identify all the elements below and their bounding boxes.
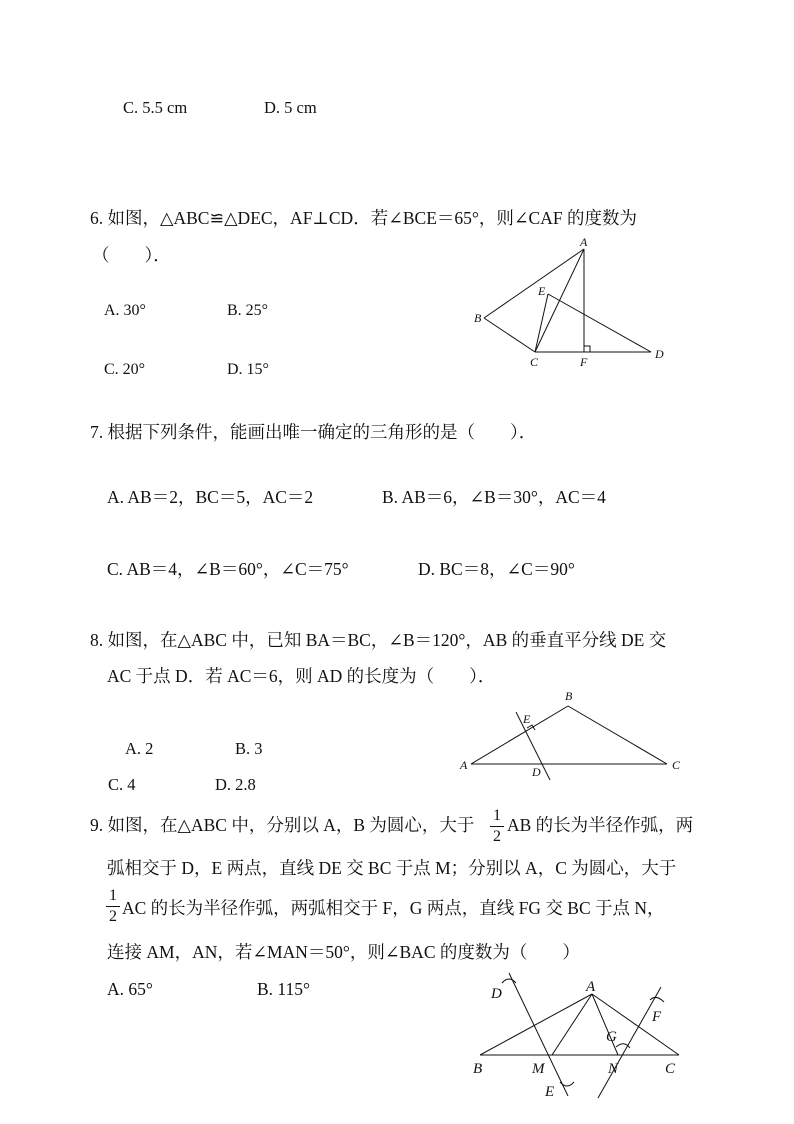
q5-option-c: C. 5.5 cm — [123, 98, 188, 117]
q9-option-b: B. 115° — [257, 979, 311, 999]
label-a: A — [580, 235, 588, 249]
segment-ed — [548, 294, 651, 352]
segment-ab — [480, 994, 592, 1055]
q7-option-a: A. AB＝2，BC＝5，AC＝2 — [107, 487, 314, 507]
arc-f — [650, 997, 664, 1002]
segment-bc — [484, 318, 535, 352]
q6-stem-line2: （ ）． — [92, 245, 171, 265]
fraction-numerator: 1 — [109, 887, 117, 904]
q8-labels — [459, 689, 681, 779]
q9-figure — [480, 973, 679, 1098]
q6-option-a: A. 30° — [104, 302, 146, 319]
label-a: A — [460, 758, 468, 772]
segment-am — [552, 994, 592, 1055]
q9-stem-line4: 连接 AM，AN，若∠MAN＝50°，则∠BAC 的度数为（ ） — [107, 942, 580, 962]
q8-option-d: D. 2.8 — [215, 775, 256, 794]
label-d: D — [532, 765, 541, 779]
label-m: M — [532, 1061, 545, 1077]
q6-stem-line1: 6. 如图，△ABC≌△DEC，AF⊥CD．若∠BCE＝65°，则∠CAF 的度数为 — [90, 208, 637, 228]
q6-option-b: B. 25° — [227, 302, 269, 319]
q9-stem-line1b: AB 的长为半径作弧，两 — [507, 815, 694, 835]
q9-labels — [473, 979, 676, 1100]
q7-stem: 7. 根据下列条件，能画出唯一确定的三角形的是（ ）． — [90, 422, 537, 442]
label-e: E — [523, 712, 531, 726]
q8-option-c: C. 4 — [108, 775, 136, 794]
label-g: G — [606, 1029, 617, 1045]
segment-ba — [484, 249, 584, 318]
q8-stem-line2: AC 于点 D．若 AC＝6，则 AD 的长度为（ ）． — [107, 666, 496, 686]
label-b: B — [565, 689, 573, 703]
label-b: B — [474, 311, 482, 325]
q8-option-b: B. 3 — [235, 739, 263, 758]
fraction-denominator: 2 — [493, 828, 501, 845]
q8-figure — [471, 706, 667, 780]
label-d: D — [655, 347, 664, 361]
q5-option-d: D. 5 cm — [264, 98, 317, 117]
label-d: D — [491, 986, 502, 1002]
label-e: E — [545, 1084, 555, 1100]
label-c: C — [530, 355, 539, 369]
q6-option-c: C. 20° — [104, 361, 146, 378]
label-f: F — [652, 1009, 662, 1025]
label-f: F — [580, 355, 588, 369]
segment-ab — [471, 706, 568, 764]
q9-stem-line1a: 9. 如图，在△ABC 中，分别以 A，B 为圆心，大于 — [90, 815, 475, 835]
label-c: C — [665, 1061, 676, 1077]
q9-option-a: A. 65° — [107, 979, 153, 999]
q9-stem-line2: 弧相交于 D，E 两点，直线 DE 交 BC 于点 M；分别以 A，C 为圆心，大于 — [107, 858, 677, 878]
q8-stem-line1: 8. 如图，在△ABC 中，已知 BA＝BC，∠B＝120°，AB 的垂直平分线 DE 交 — [90, 630, 667, 650]
label-e: E — [538, 284, 546, 298]
q9-stem-line3: AC 的长为半径作弧，两弧相交于 F，G 两点，直线 FG 交 BC 于点 N， — [122, 898, 665, 918]
right-angle-mark — [584, 346, 590, 352]
q7-option-b: B. AB＝6，∠B＝30°，AC＝4 — [382, 487, 606, 507]
q6-labels — [474, 235, 664, 369]
q8-option-a: A. 2 — [125, 739, 154, 758]
label-c: C — [672, 758, 681, 772]
label-n: N — [608, 1061, 619, 1077]
fraction-denominator: 2 — [109, 908, 117, 925]
q6-figure — [484, 249, 651, 352]
q7-option-c: C. AB＝4，∠B＝60°，∠C＝75° — [107, 559, 349, 579]
label-b: B — [473, 1061, 483, 1077]
segment-ce — [535, 294, 548, 352]
q7-option-d: D. BC＝8，∠C＝90° — [418, 559, 575, 579]
label-a: A — [586, 979, 596, 995]
q6-option-d: D. 15° — [227, 361, 269, 378]
segment-bc — [568, 706, 667, 764]
fraction-numerator: 1 — [493, 807, 501, 824]
